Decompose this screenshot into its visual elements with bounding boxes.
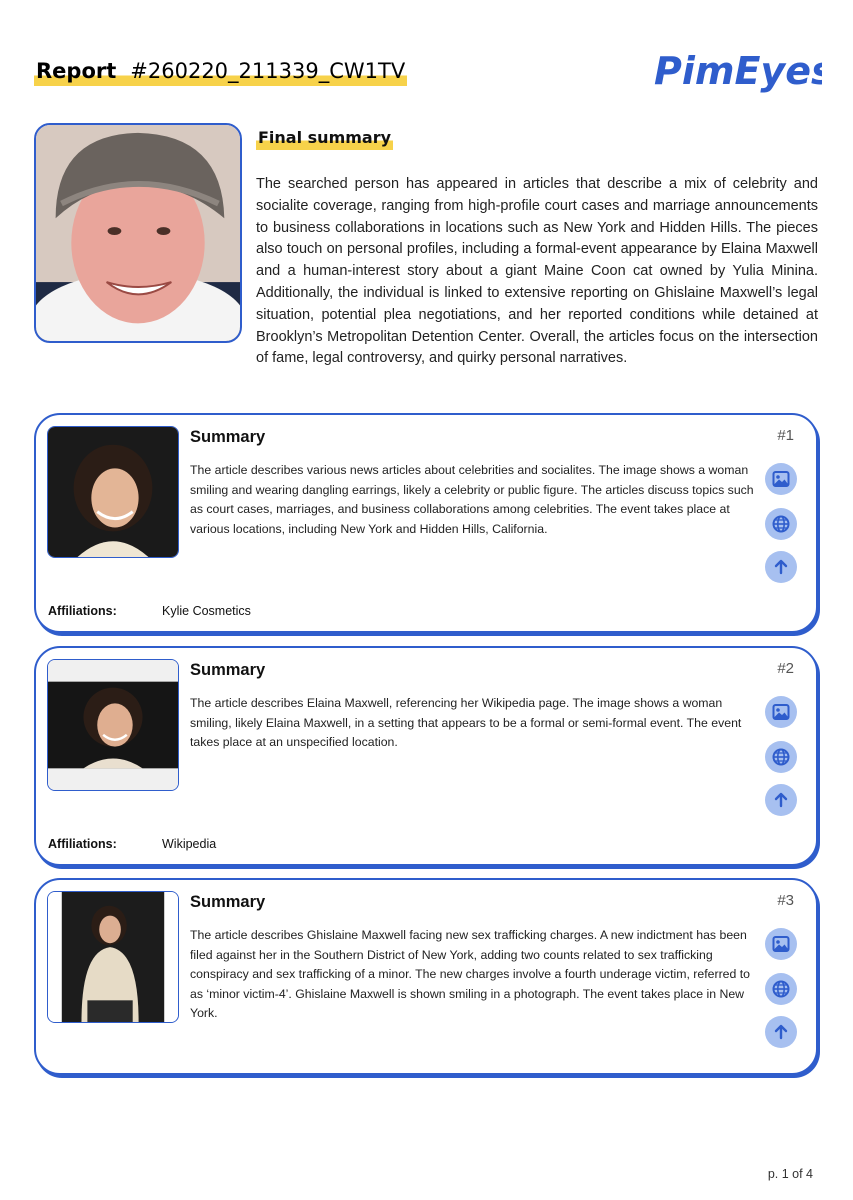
page-number: p. 1 of 4 [767,1167,813,1181]
arrow-up-icon [771,790,791,810]
card-summary-title: Summary [190,893,266,911]
result-number: #1 [777,427,794,444]
result-number: #3 [777,892,794,909]
final-summary-title: Final summary [256,126,393,150]
card-summary-title: Summary [190,661,266,679]
scroll-up-button[interactable] [765,551,797,583]
affiliations-value: Wikipedia [162,837,217,851]
report-title [34,58,407,86]
card-summary-text: The article describes various news articles about celebrities and socialites. The image shows a woman smiling and wearing dangling earrings, likely a celebrity or public figure. The articles discuss topics such as court cases, marriages, and business collaborations among celebrities. The event takes place at various locations, including New York and Hidden Hills, California. [190,463,754,536]
image-icon [771,702,791,722]
image-icon [771,934,791,954]
brand-name: PimEyes [654,49,822,93]
arrow-up-icon [771,1022,791,1042]
globe-icon [771,979,791,999]
result-card-2 [34,646,818,866]
card-summary-text: The article describes Elaina Maxwell, referencing her Wikipedia page. The image shows a woman smiling, likely Elaina Maxwell, in a setting that appears to be a formal or semi-formal event. The event takes place at an unspecified location. [190,696,742,749]
searched-face-photo [34,123,242,343]
image-button[interactable] [765,463,797,495]
globe-button[interactable] [765,973,797,1005]
affiliations-label: Affiliations: [48,837,117,851]
globe-icon [771,514,791,534]
card-summary-text: The article describes Ghislaine Maxwell facing new sex trafficking charges. A new indictment has been filed against her in the Southern District of New York, adding two counts related to sex trafficking conspiracy and sex trafficking of a minor. The new charges involve a fourth underage victim, referred to as ‘minor victim-4’. Ghislaine Maxwell is shown smiling in a photograph. The event takes place in New York. [190,928,751,1020]
result-card-3 [34,878,818,1075]
final-summary-text: The searched person has appeared in articles that describe a mix of celebrity and socialite coverage, ranging from high-profile court cases and marriage announcements to business collaborations in locations such as New York and Hidden Hills. The pieces also touch on personal profiles, including a formal-event appearance by Elaina Maxwell and a human-interest story about a giant Maine Coon cat owned by Yulia Minina. Additionally, the individual is linked to extensive reporting on Ghislaine Maxwell’s legal situation, potential plea negotiations, and her reported conditions while detained at Brooklyn’s Metropolitan Detention Center. Overall, the articles focus on the intersection of fame, legal controversy, and quirky personal narratives. [256,176,818,367]
affiliations-label: Affiliations: [48,604,117,618]
pimeyes-logo-icon [652,40,822,102]
report-label: Report [36,59,117,83]
arrow-up-icon [771,557,791,577]
result-photo [47,891,179,1023]
image-icon [771,469,791,489]
globe-icon [771,747,791,767]
globe-button[interactable] [765,741,797,773]
globe-button[interactable] [765,508,797,540]
affiliations-value: Kylie Cosmetics [162,604,251,618]
image-button[interactable] [765,928,797,960]
scroll-up-button[interactable] [765,784,797,816]
scroll-up-button[interactable] [765,1016,797,1048]
result-photo [47,426,179,558]
report-id: #260220_211339_CW1TV [130,59,406,83]
card-summary-title: Summary [190,428,266,446]
result-photo [47,659,179,791]
result-card-1 [34,413,818,633]
image-button[interactable] [765,696,797,728]
result-number: #2 [777,660,794,677]
